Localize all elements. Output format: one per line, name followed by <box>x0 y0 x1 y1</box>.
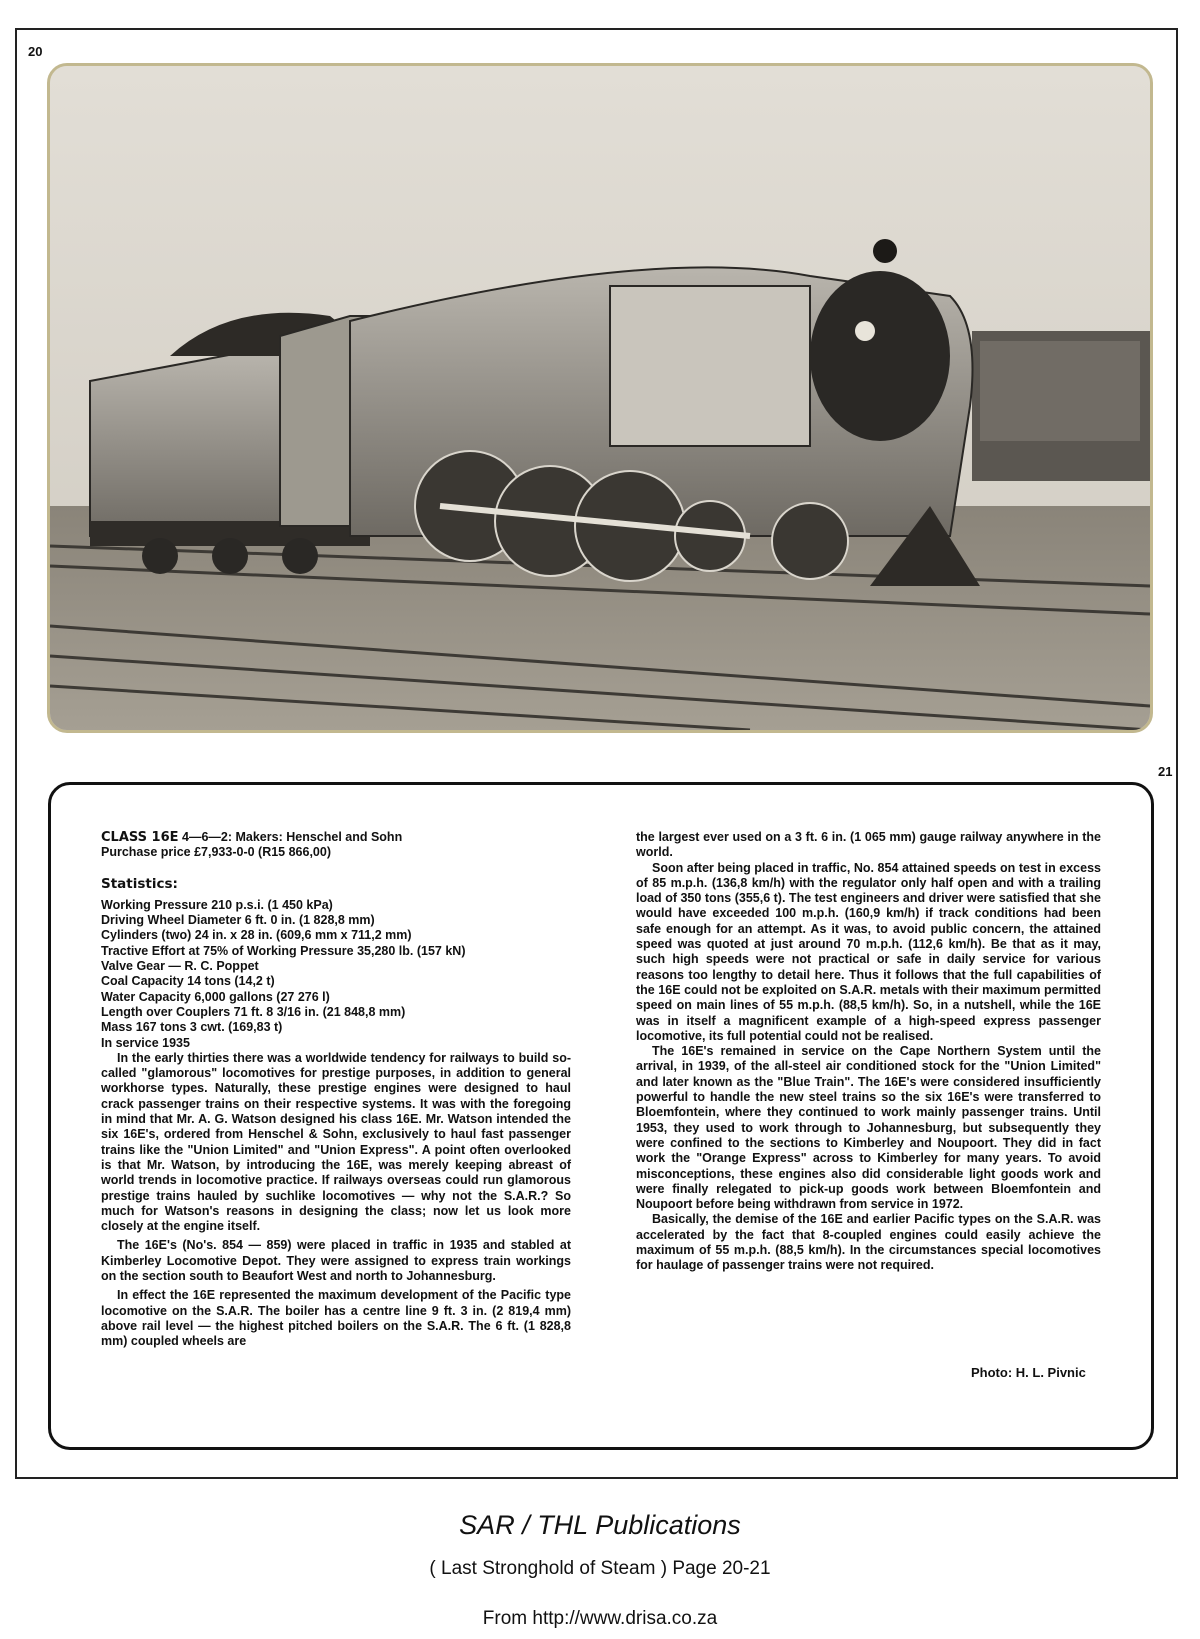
locomotive-photo <box>47 63 1153 733</box>
stat-water-capacity: Water Capacity 6,000 gallons (27 276 l) <box>101 989 330 1004</box>
class-arrangement: 4—6—2: Makers: Henschel and Sohn <box>178 830 403 844</box>
footer-url[interactable]: From http://www.drisa.co.za <box>482 1608 718 1629</box>
article-left-column <box>101 830 571 1350</box>
stat-valve-gear: Valve Gear — R. C. Poppet <box>101 959 259 974</box>
paragraph-right-1: the largest ever used on a 3 ft. 6 in. (1 065 mm) gauge railway anywhere in the world. <box>636 830 1101 860</box>
footer-title: SAR / THL Publications <box>459 1510 741 1540</box>
page-number-left: 20 <box>28 44 43 59</box>
paragraph-right-3: The 16E's remained in service on the Cape Northern System until the arrival, in 1939, of the all-steel air conditioned stock for the "Union Limited" and later known as the "Blue Train". The 16E's were considered insufficiently powerful to handle the new steel trains so the six 16E's were transferred to Bloemfontein, where they continued to work mainly passenger trains. Until 1953, they used to work through to Johannesburg, but subsequently they were confined to the sections to Kimberley and Noupoort. They did in fact work the "Orange Express" across to Kimberley for many years. To avoid misconceptions, these engines also did considerable light goods work and were finally relegated to pick-up goods work between Bloemfontein and Noupoort before being withdrawn from service in 1972. <box>636 1044 1101 1212</box>
class-heading <box>101 830 571 845</box>
article-right-column <box>636 830 1101 1274</box>
paragraph-left-3: In effect the 16E represented the maximum development of the Pacific type locomotive on the S.A.R. The boiler has a centre line 9 ft. 3 in. (2 819,4 mm) above rail level — the highest pitched boilers on the S.A.R. The 6 ft. (1 828,8 mm) coupled wheels are <box>101 1288 571 1349</box>
stat-cylinders: Cylinders (two) 24 in. x 28 in. (609,6 mm x 711,2 mm) <box>101 928 412 943</box>
footer-subtitle: ( Last Stronghold of Steam ) Page 20-21 <box>429 1558 771 1579</box>
paragraph-left-1: In the early thirties there was a worldwide tendency for railways to build so-called "glamorous" locomotives for prestige purposes, in addition to general workhorse types. Naturally, these prestige engines were designed to haul crack passenger trains on their respective systems. It was with the foregoing in mind that Mr. A. G. Watson designed his class 16E. Mr. Watson intended the six 16E's, ordered from Henschel & Sohn, exclusively to haul fast passenger trains like the "Union Limited" and "Union Express". A point often overlooked is that Mr. Watson, by introducing the 16E, was merely keeping abreast of world trends in locomotive practice. If railways overseas could run glamorous prestige trains hauled by suchlike locomotives — why not the S.A.R.? So much for Watson's reasons in designing the class; now let us look more closely at the engine itself. <box>101 1050 571 1234</box>
purchase-price: Purchase price £7,933-0-0 (R15 866,00) <box>101 845 331 860</box>
page-number-right: 21 <box>1158 764 1173 779</box>
stat-length: Length over Couplers 71 ft. 8 3/16 in. (21 848,8 mm) <box>101 1004 406 1019</box>
class-title: CLASS 16E <box>101 830 179 845</box>
stat-in-service: In service 1935 <box>101 1035 190 1050</box>
stat-coal-capacity: Coal Capacity 14 tons (14,2 t) <box>101 974 275 989</box>
article-box <box>48 782 1154 1450</box>
statistics-heading: Statistics: <box>101 875 178 892</box>
stat-tractive-effort: Tractive Effort at 75% of Working Pressure 35,280 lb. (157 kN) <box>101 943 466 958</box>
paragraph-left-2: The 16E's (No's. 854 — 859) were placed in traffic in 1935 and stabled at Kimberley Locomotive Depot. They were assigned to express train workings on the section south to Beaufort West and north to Johannesburg. <box>101 1238 571 1284</box>
paragraph-right-4: Basically, the demise of the 16E and earlier Pacific types on the S.A.R. was accelerated by the fact that 8-coupled engines could easily achieve the maximum of 55 m.p.h. (88,5 km/h). In the circumstances special locomotives for haulage of passenger trains were not required. <box>636 1212 1101 1273</box>
paragraph-right-2: Soon after being placed in traffic, No. 854 attained speeds on test in excess of 85 m.p.h. (136,8 km/h) with the regulator only half open and with a trailing load of 350 tons (355,6 t). The test engineers and driver were satisfied that she would have exceeded 100 m.p.h. (160,9 km/h) if track conditions had been safe enough for an attempt. As it was, to avoid public concern, the attained speed was quoted at just around 70 m.p.h. (112,6 km/h). Be that as it may, such high speeds were not practical or safe in daily service for various reasons too lengthy to detail here. Thus it follows that the full capabilities of the 16E could not be exploited on S.A.R. metals with their maximum permitted speed on main lines of 55 m.p.h. (88,5 km/h). So, in a nutshell, while the 16E was in itself a magnificent example of a high-speed express passenger locomotive, its full potential could not be realised. <box>636 860 1101 1043</box>
stat-driving-wheel: Driving Wheel Diameter 6 ft. 0 in. (1 828,8 mm) <box>101 913 375 928</box>
stat-mass: Mass 167 tons 3 cwt. (169,83 t) <box>101 1020 283 1035</box>
photo-credit: Photo: H. L. Pivnic <box>971 1365 1086 1380</box>
stat-working-pressure: Working Pressure 210 p.s.i. (1 450 kPa) <box>101 897 333 912</box>
